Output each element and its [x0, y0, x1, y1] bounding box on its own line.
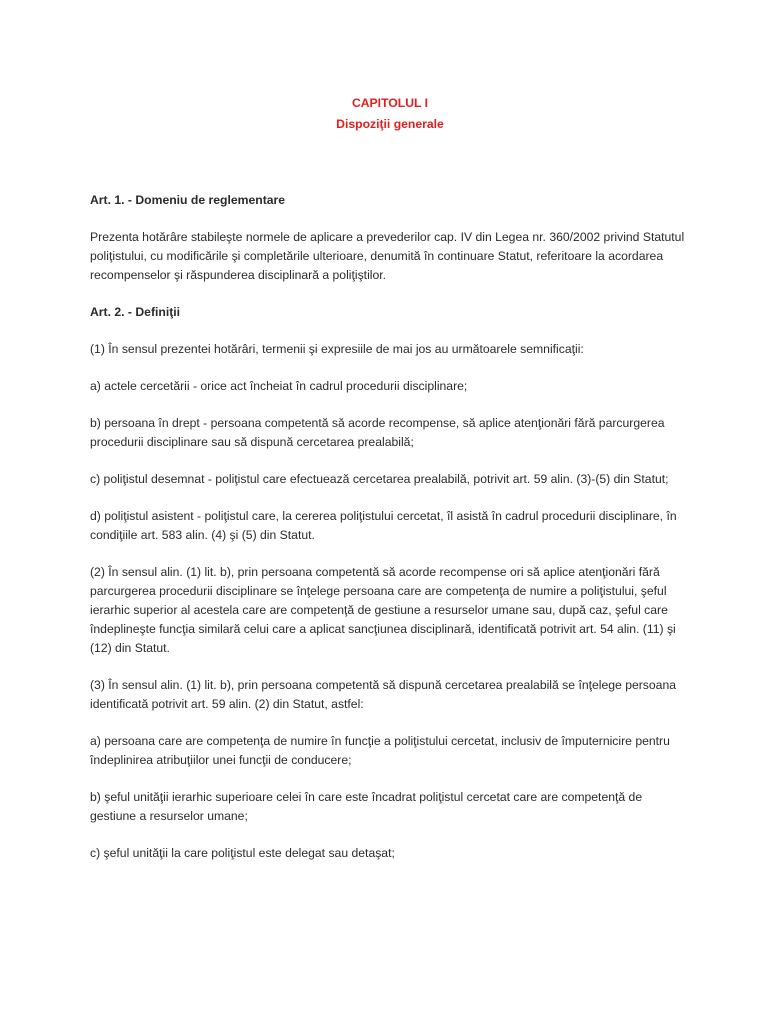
article-2-paragraph-2: (2) În sensul alin. (1) lit. b), prin persoana competentă să acorde recompense ori să aplice atenţionări fără parcurgerea procedurii disciplinare se înţelege persoana care are competenţa de numire a poliţistului, şeful ierarhic superior al acestela care are competenţă de gestiune a resurselor umane sau, după caz, şeful care îndeplineşte funcţia similară celui care a aplicat sancţiunea disciplinară, identificată potrivit art. 54 alin. (11) şi (12) din Statut.	[90, 565, 676, 655]
article-2-paragraph-1: (1) În sensul prezentei hotărâri, termenii şi expresiile de mai jos au următoarele semnificaţii:	[90, 342, 584, 356]
article-2-heading: Art. 2. - Definiţii	[90, 305, 181, 319]
chapter-subtitle: Dispoziţii generale	[336, 117, 444, 131]
chapter-title: CAPITOLUL I	[351, 96, 429, 110]
article-2-item-a: a) actele cercetării - orice act încheiat în cadrul procedurii disciplinare;	[90, 379, 468, 393]
article-2-paragraph-3-item-c: c) şeful unităţii la care poliţistul este delegat sau detaşat;	[90, 846, 395, 860]
article-2-item-d: d) poliţistul asistent - poliţistul care, la cererea poliţistului cercetat, îl asistă în cadrul procedurii disciplinare, în condiţiile art. 583 alin. (4) şi (5) din Statut.	[90, 509, 677, 542]
article-2-item-c: c) poliţistul desemnat - poliţistul care efectuează cercetarea prealabilă, potrivit art. 59 alin. (3)-(5) din Statut;	[90, 472, 669, 486]
article-2-paragraph-3-item-a: a) persoana care are competenţa de numire în funcţie a poliţistului cercetat, inclusiv de împuternicire pentru îndeplinirea atribuţiilor unei funcţii de conducere;	[90, 734, 670, 767]
article-2-item-b: b) persoana în drept - persoana competentă să acorde recompense, să aplice atenţionări fără parcurgerea procedurii disciplinare sau să dispună cercetarea prealabilă;	[90, 416, 665, 449]
article-2-paragraph-3: (3) În sensul alin. (1) lit. b), prin persoana competentă să dispună cercetarea prealabilă se înţelege persoana identificată potrivit art. 59 alin. (2) din Statut, astfel:	[90, 678, 677, 711]
article-2-paragraph-3-item-b: b) şeful unităţii ierarhic superioare celei în care este încadrat poliţistul cercetat care are competenţă de gestiune a resurselor umane;	[90, 790, 643, 823]
document-body	[90, 191, 690, 863]
article-1-heading: Art. 1. - Domeniu de reglementare	[90, 193, 286, 207]
article-1-paragraph: Prezenta hotărâre stabileşte normele de aplicare a prevederilor cap. IV din Legea nr. 360/2002 privind Statutul poliţistului, cu modificările şi completările ulterioare, denumită în continuare Statut, referitoare la acordarea recompenselor şi răspunderea disciplinară a poliţiştilor.	[90, 230, 685, 282]
